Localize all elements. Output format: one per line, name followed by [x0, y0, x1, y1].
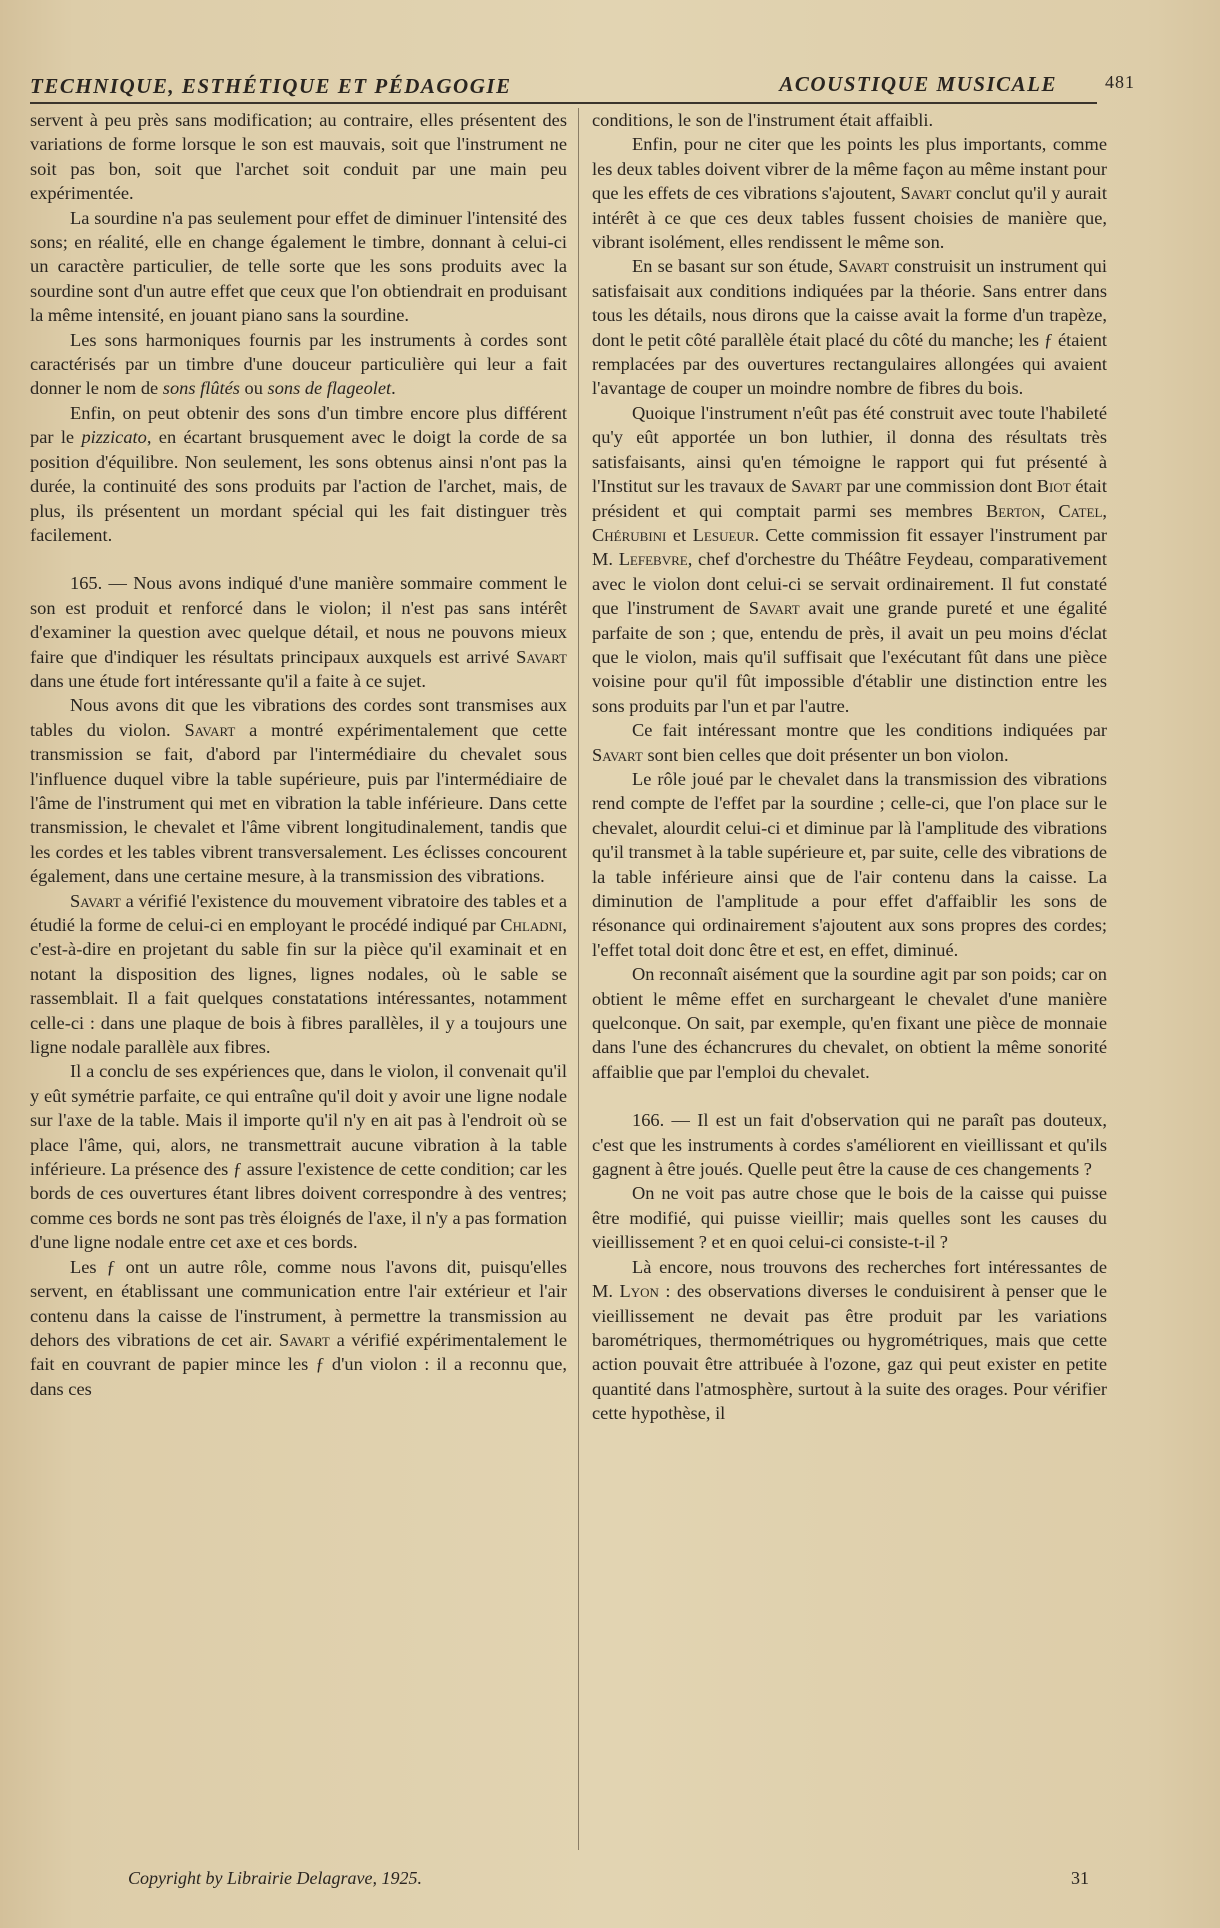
paragraph: En se basant sur son étude, Savart construisit un instrument qui satisfaisait aux conditions indiquées par la théorie. Sans entrer dans tous les détails, nous dirons que la caisse avait la forme d'un trapèze, dont le petit côté parallèle était placé du côté du manche; les ƒ étaient remplacées par des ouvertures rectangulaires allongées qui avaient l'avantage de couper un moindre nombre de fibres du bois. [592, 256, 1107, 399]
signature-mark: 31 [1071, 1868, 1089, 1888]
paragraph: Les ƒ ont un autre rôle, comme nous l'avons dit, puisqu'elles servent, en établissant une communication entre l'air extérieur et l'air contenu dans la caisse de l'instrument, à permettre la transmission au dehors des vibrations de cet air. Savart a vérifié expérimentalement le fait en couvrant de papier mince les ƒ d'un violon : il a reconnu que, dans ces [30, 1256, 567, 1399]
paragraph: Nous avons dit que les vibrations des cordes sont transmises aux tables du violon. Savart a montré expérimentalement que cette transmission se fait, d'abord par l'intermédiaire du chevalet sous l'influence duquel vibre la table supérieure, puis par l'intermédiaire de l'âme de l'instrument qui met en vibration la table inférieure. Dans cette transmission, le chevalet et l'âme vibrent longitudinalement, tandis que les cordes et les tables vibrent transversalement. Les éclisses concourent également, dans une certaine mesure, à la transmission des vibrations. [30, 695, 567, 887]
paragraph: Quoique l'instrument n'eût pas été construit avec toute l'habileté qu'y eût apportée un bon luthier, il donna des résultats très satisfaisants, ainsi qu'en témoigne le rapport qui fut présenté à l'Institut sur les travaux de Savart par une commission dont Biot était président et qui comptait parmi ses membres Berton, Catel, Chérubini et Lesueur. Cette commission fit essayer l'instrument par M. Lefebvre, chef d'orchestre du Théâtre Feydeau, comparativement avec le violon dont celui-ci se servait ordinairement. Il fut constaté que l'instrument de Savart avait une grande pureté et une égalité parfaite de son ; que, entendu de près, il avait un peu moins d'éclat que le violon, mais qu'il suffisait que l'exécutant fût dans une pièce voisine pour qu'il fût impossible d'établir une distinction entre les sons produits par l'un et par l'autre. [592, 402, 1107, 716]
paragraph: conditions, le son de l'instrument était affaibli. [592, 110, 934, 130]
paragraph: Le rôle joué par le chevalet dans la transmission des vibrations rend compte de l'effet par la sourdine ; celle-ci, que l'on place sur le chevalet, alourdit celui-ci et diminue par là l'amplitude des vibrations qu'il transmet à la table supérieure et, par suite, celle des vibrations de la table inférieure ainsi que de l'air contenu dans la caisse. La diminution de l'amplitude a pour effet d'affaiblir les sons de résonance qui ordinairement s'ajoutent aux sons propres des cordes; l'effet total doit donc être et est, en effet, diminué. [592, 768, 1107, 960]
column-divider [578, 108, 579, 1850]
paragraph: Enfin, pour ne citer que les points les plus importants, comme les deux tables doivent vibrer de la même façon au même instant pour que les effets de ces vibrations s'ajoutent, Savart conclut qu'il y aurait intérêt à ce que ces deux tables fussent choisies de manière que, vibrant isolément, elles rendissent le même son. [592, 134, 1107, 253]
paragraph: La sourdine n'a pas seulement pour effet de diminuer l'intensité des sons; en réalité, elle en change également le timbre, donnant à celui-ci un caractère particulier, de telle sorte que les sons produits avec la sourdine sont d'un autre effet que ceux que l'on obtiendrait en produisant la même intensité, en jouant piano sans la sourdine. [30, 207, 567, 326]
header-left-title: TECHNIQUE, ESTHÉTIQUE ET PÉDAGOGIE [30, 74, 512, 98]
left-column [30, 108, 567, 1853]
section-165: 165. — Nous avons indiqué d'une manière sommaire comment le son est produit et renforcé dans le violon; il n'est pas sans intérêt d'examiner la question avec quelque détail, et nous ne pouvons mieux faire que d'indiquer les résultats principaux auxquels est arrivé Savart dans une étude fort intéressante qu'il a faite à ce sujet. [30, 573, 567, 691]
paragraph: On reconnaît aisément que la sourdine agit par son poids; car on obtient le même effet en surchargeant le chevalet d'une manière quelconque. On sait, par exemple, qu'en fixant une pièce de monnaie dans l'une des échancrures du chevalet, on obtient la même sonorité affaiblie que par l'emploi du chevalet. [592, 964, 1107, 1082]
paragraph: Savart a vérifié l'existence du mouvement vibratoire des tables et a étudié la forme de celui-ci en employant le procédé indiqué par Chladni, c'est-à-dire en projetant du sable fin sur la pièce qu'il examinait et en notant la disposition des lignes, lignes nodales, où le sable se rassemblait. Il a fait quelques constatations intéressantes, notamment celle-ci : dans une plaque de bois à fibres parallèles, il y a toujours une ligne nodale parallèle aux fibres. [30, 890, 567, 1058]
paragraph: Enfin, on peut obtenir des sons d'un timbre encore plus différent par le pizzicato, en écartant brusquement avec le doigt la corde de sa position d'équilibre. Non seulement, les sons obtenus ainsi n'ont pas la durée, la continuité des sons produits par l'action de l'archet, mais, de plus, ils présentent un mordant spécial qui les fait distinguer très facilement. [30, 402, 567, 545]
copyright-notice: Copyright by Librairie Delagrave, 1925. [128, 1868, 422, 1888]
paragraph: Il a conclu de ses expériences que, dans le violon, il convenait qu'il y eût symétrie parfaite, ce qui entraîne qu'il doit y avoir une ligne nodale sur l'axe de la table. Mais il importe qu'il n'y en ait pas à l'endroit où se place l'âme, qui, alors, ne transmettrait aucune vibration à la table inférieure. La présence des ƒ assure l'existence de cette condition; car les bords de ces ouvertures étant libres doivent correspondre à des ventres; comme ces bords ne sont pas très éloignés de l'axe, il n'y a pas formation d'une ligne nodale entre cet axe et ces bords. [30, 1061, 567, 1253]
running-header [30, 68, 1135, 104]
section-166: 166. — Il est un fait d'observation qui ne paraît pas douteux, c'est que les instruments à cordes s'améliorent en vieillissant et qu'ils gagnent à être joués. Quelle peut être la cause de ces changements ? [592, 1110, 1107, 1180]
right-column [592, 108, 1107, 1853]
paragraph: Les sons harmoniques fournis par les instruments à cordes sont caractérisés par un timbre d'une douceur particulière qui leur a fait donner le nom de sons flûtés ou sons de flageolet. [30, 329, 567, 399]
page-footer [30, 1868, 1097, 1898]
paragraph: Ce fait intéressant montre que les conditions indiquées par Savart sont bien celles que doit présenter un bon violon. [592, 720, 1107, 765]
header-right-title: ACOUSTIQUE MUSICALE [779, 72, 1057, 96]
paragraph: servent à peu près sans modification; au contraire, elles présentent des variations de forme lorsque le son est mauvais, soit que l'instrument ne soit pas bon, soit que l'archet soit conduit par une main peu expérimentée. [30, 110, 567, 204]
page-number: 481 [1105, 72, 1135, 92]
paragraph: Là encore, nous trouvons des recherches fort intéressantes de M. Lyon : des observations diverses le conduisirent à penser que le vieillissement ne devait pas être produit par les variations barométriques, thermométriques ou hygrométriques, mais que cette action pouvait être attribuée à l'ozone, gaz qui peut exister en petite quantité dans l'atmosphère, surtout à la suite des orages. Pour vérifier cette hypothèse, il [592, 1256, 1107, 1424]
paragraph: On ne voit pas autre chose que le bois de la caisse qui puisse être modifié, qui puisse vieillir; mais quelles sont les causes du vieillissement ? et en quoi celui-ci consiste-t-il ? [592, 1183, 1107, 1253]
